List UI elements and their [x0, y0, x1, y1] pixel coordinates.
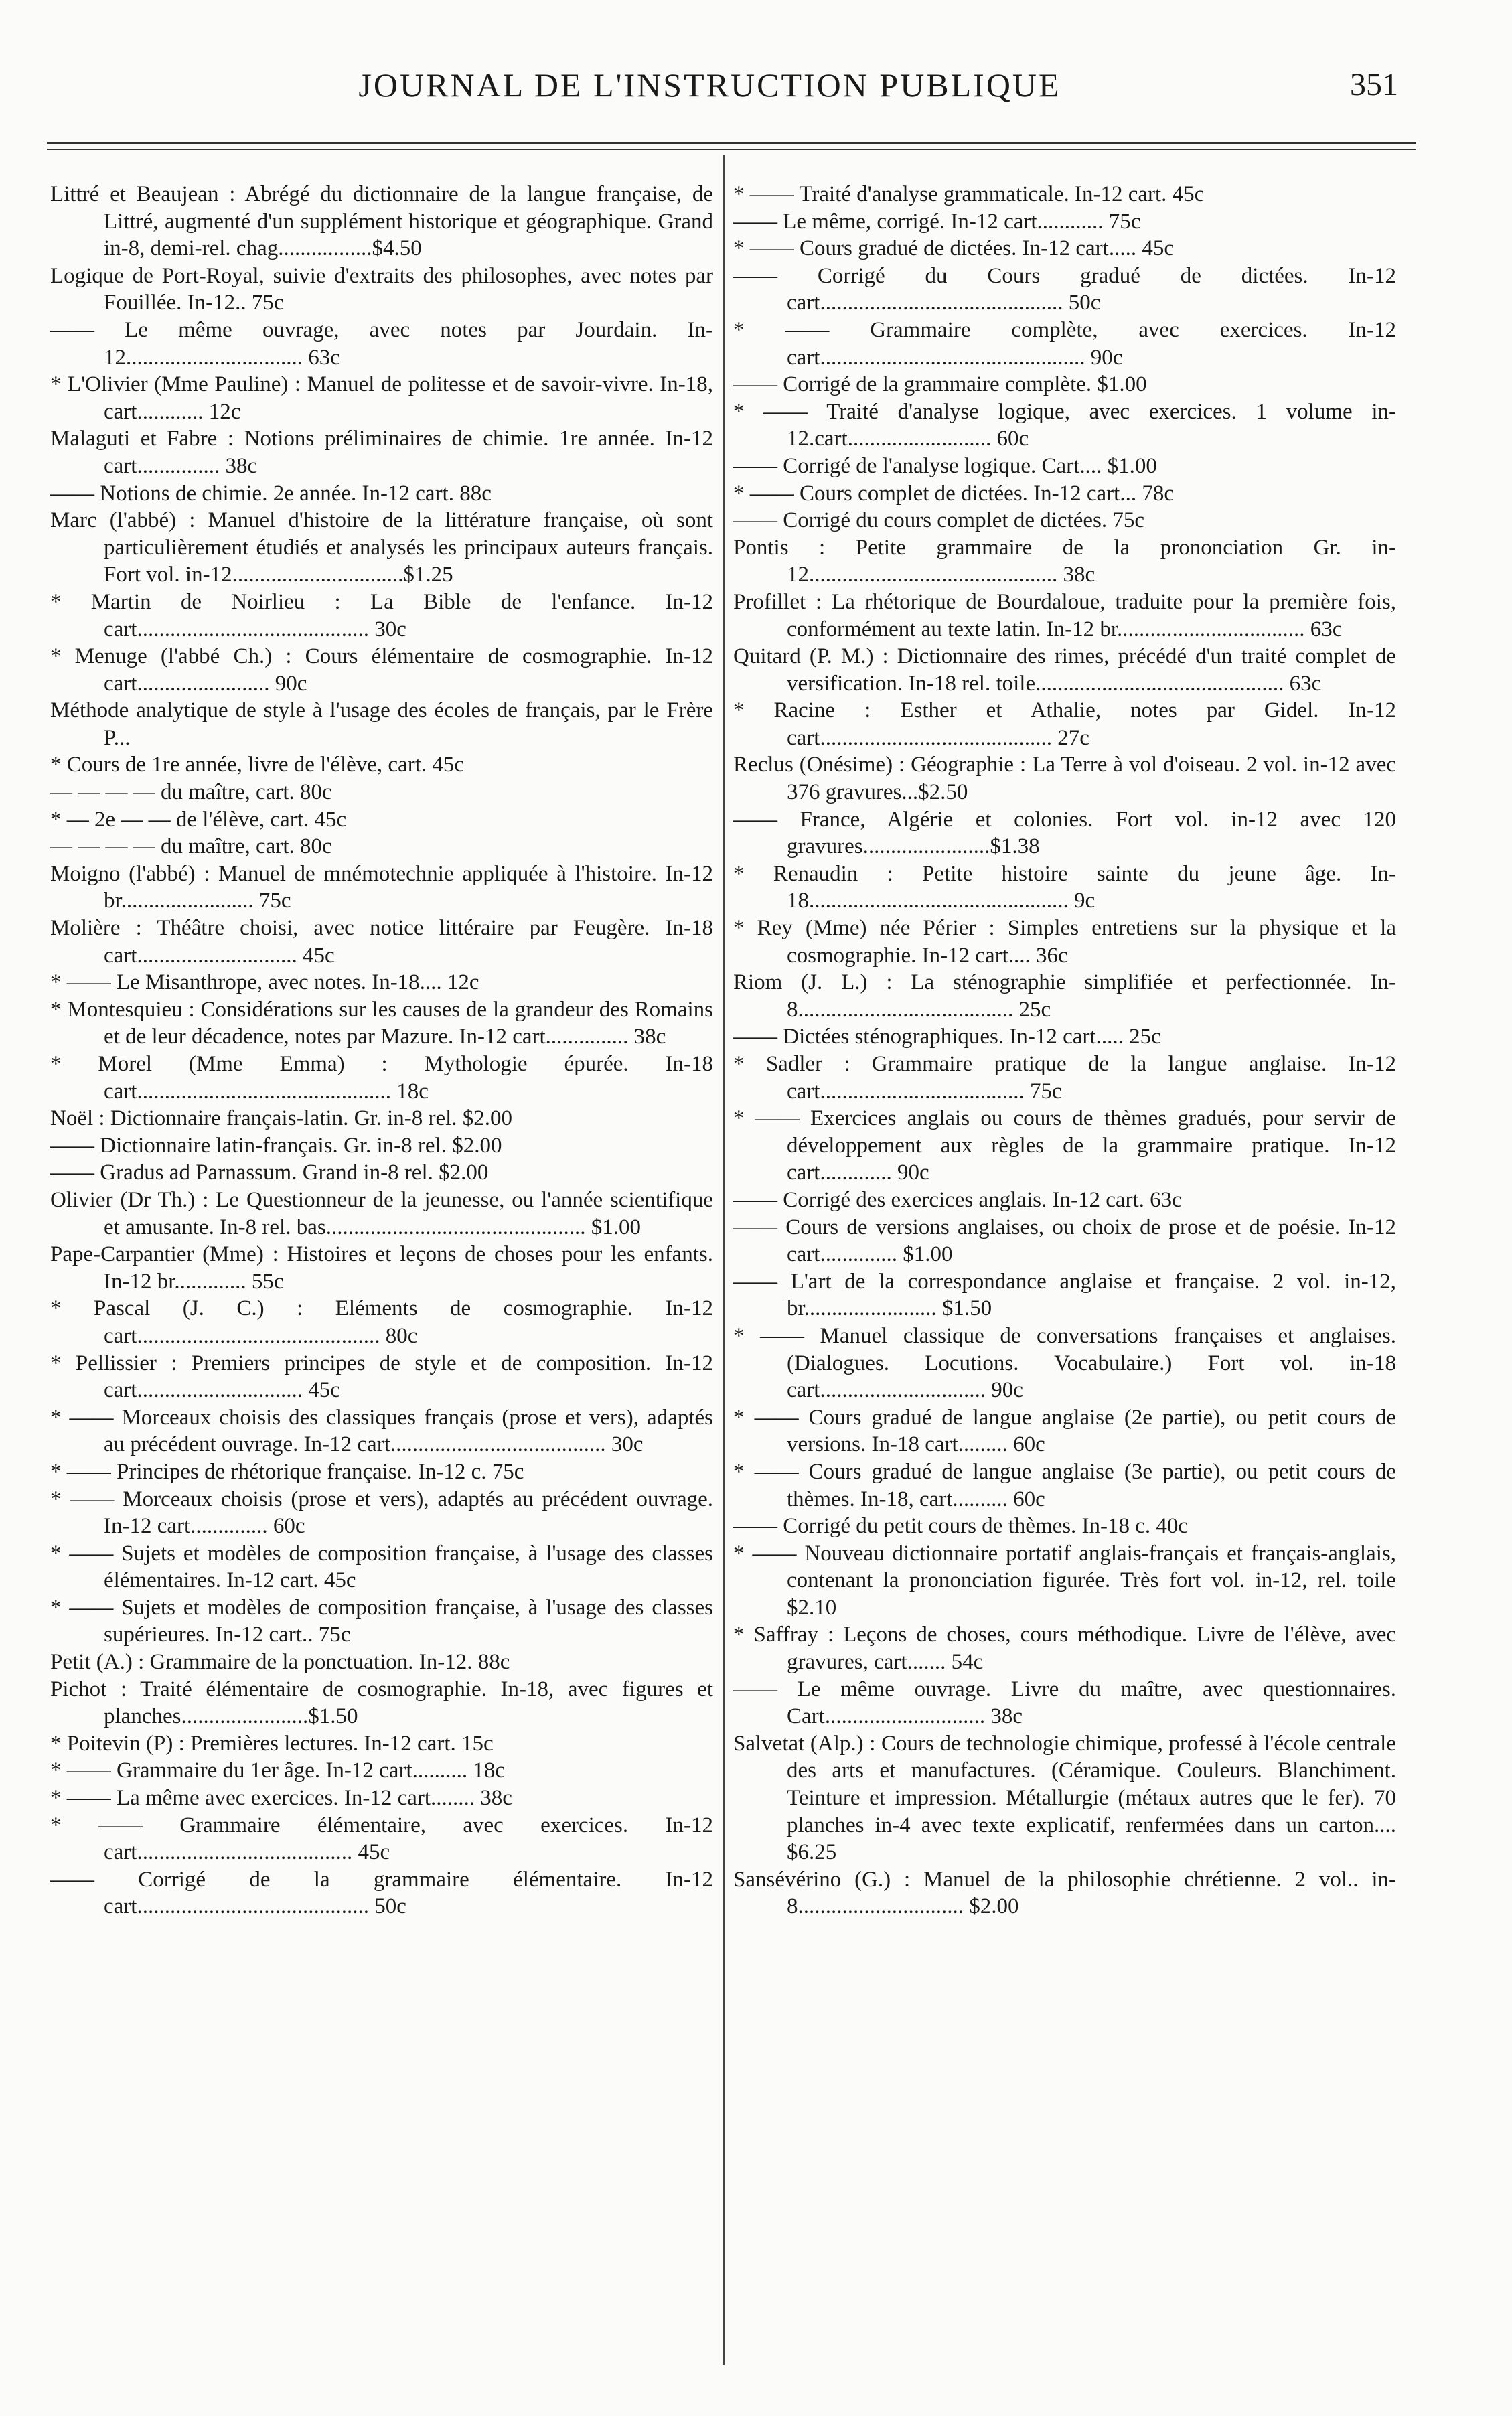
catalog-entry: Moigno (l'abbé) : Manuel de mnémotechnie appliquée à l'histoire. In-12 br........................ 75c: [50, 861, 713, 913]
catalog-entry: —— Le même ouvrage, avec notes par Jourdain. In-12................................ 63c: [50, 317, 713, 370]
catalog-entry: * Pascal (J. C.) : Eléments de cosmographie. In-12 cart............................................ 80c: [50, 1296, 713, 1348]
catalog-entry: —— France, Algérie et colonies. Fort vol. in-12 avec 120 gravures.......................$1.38: [733, 807, 1396, 859]
catalog-entry: * —— Grammaire complète, avec exercices. In-12 cart................................................ 90c: [733, 317, 1396, 370]
catalog-entry: Méthode analytique de style à l'usage des écoles de français, par le Frère P...: [50, 698, 713, 750]
catalog-entry: * —— Exercices anglais ou cours de thèmes gradués, pour servir de développement aux règles de la grammaire pratique. In-12 cart............. 90c: [733, 1106, 1396, 1185]
catalog-entry: Pape-Carpantier (Mme) : Histoires et leçons de choses pour les enfants. In-12 br............. 55c: [50, 1242, 713, 1294]
catalog-entry: * —— Traité d'analyse logique, avec exercices. 1 volume in-12.cart.......................... 60c: [733, 399, 1396, 451]
catalog-entry: * —— La même avec exercices. In-12 cart........ 38c: [50, 1786, 512, 1811]
catalog-entry: * Sadler : Grammaire pratique de la langue anglaise. In-12 cart..................................... 75c: [733, 1052, 1396, 1104]
catalog-entry: —— Corrigé du cours complet de dictées. 75c: [733, 508, 1144, 533]
catalog-entry: * —— Nouveau dictionnaire portatif anglais-français et français-anglais, contenant la prononciation figurée. Très fort vol. in-12, rel. toile $2.10: [733, 1541, 1396, 1620]
catalog-entry: * —— Cours gradué de langue anglaise (2e partie), ou petit cours de versions. In-18 cart......... 60c: [733, 1405, 1396, 1457]
catalog-entry: * Racine : Esther et Athalie, notes par Gidel. In-12 cart.......................................... 27c: [733, 698, 1396, 750]
catalog-entry: * —— Le Misanthrope, avec notes. In-18.... 12c: [50, 970, 479, 995]
catalog-entry: —— Dictées sténographiques. In-12 cart..... 25c: [733, 1025, 1161, 1049]
catalog-entry: * Montesquieu : Considérations sur les causes de la grandeur des Romains et de leur décadence, notes par Mazure. In-12 cart............... 38c: [50, 997, 713, 1049]
catalog-entry: — — — — du maître, cart. 80c: [50, 780, 332, 805]
header-rule-top: [47, 142, 1416, 144]
catalog-entry: * L'Olivier (Mme Pauline) : Manuel de politesse et de savoir-vivre. In-18, cart............ 12c: [50, 372, 713, 424]
catalog-entry: * Menuge (l'abbé Ch.) : Cours élémentaire de cosmographie. In-12 cart........................ 90c: [50, 644, 713, 696]
catalog-entry: Marc (l'abbé) : Manuel d'histoire de la littérature française, où sont particulièrement étudiés et analysés les principaux auteurs français. Fort vol. in-12...............................$1.25: [50, 508, 713, 587]
catalog-entry: —— Dictionnaire latin-français. Gr. in-8 rel. $2.00: [50, 1133, 502, 1158]
catalog-entry: * Poitevin (P) : Premières lectures. In-12 cart. 15c: [50, 1731, 494, 1756]
header-rule-bottom: [47, 149, 1416, 150]
catalog-entry: Pontis : Petite grammaire de la prononciation Gr. in-12............................................. 38c: [733, 535, 1396, 587]
catalog-entry: Malaguti et Fabre : Notions préliminaires de chimie. 1re année. In-12 cart............... 38c: [50, 427, 713, 478]
catalog-entry: —— Cours de versions anglaises, ou choix de prose et de poésie. In-12 cart.............. $1.00: [733, 1215, 1396, 1267]
catalog-entry: * Morel (Mme Emma) : Mythologie épurée. In-18 cart.............................................. 18c: [50, 1052, 713, 1104]
catalog-entry: —— Notions de chimie. 2e année. In-12 cart. 88c: [50, 481, 492, 506]
right-column: [733, 181, 1396, 1920]
catalog-entry: Petit (A.) : Grammaire de la ponctuation. In-12. 88c: [50, 1650, 510, 1675]
left-column: [50, 181, 713, 1920]
catalog-entry: Profillet : La rhétorique de Bourdaloue, traduite pour la première fois, conformément au texte latin. In-12 br.................................. 63c: [733, 589, 1396, 641]
catalog-entry: * —— Morceaux choisis (prose et vers), adaptés au précédent ouvrage. In-12 cart.............. 60c: [50, 1487, 713, 1539]
catalog-entry: Logique de Port-Royal, suivie d'extraits des philosophes, avec notes par Fouillée. In-12.. 75c: [50, 263, 713, 315]
journal-title: JOURNAL DE L'INSTRUCTION PUBLIQUE: [358, 66, 1061, 104]
catalog-entry: —— Le même ouvrage. Livre du maître, avec questionnaires. Cart............................. 38c: [733, 1677, 1396, 1729]
catalog-entry: * — 2e — — de l'élève, cart. 45c: [50, 807, 347, 832]
catalog-entry: Littré et Beaujean : Abrégé du dictionnaire de la langue française, de Littré, augmenté d'un supplément historique et géographique. Grand in-8, demi-rel. chag.................$4.50: [50, 182, 713, 261]
page-number: 351: [1350, 67, 1398, 102]
catalog-entry: * Rey (Mme) née Périer : Simples entretiens sur la physique et la cosmographie. In-12 cart.... 36c: [733, 916, 1396, 968]
catalog-entry: —— Gradus ad Parnassum. Grand in-8 rel. $2.00: [50, 1160, 489, 1185]
catalog-entry: * —— Principes de rhétorique française. In-12 c. 75c: [50, 1459, 524, 1484]
catalog-entry: * Pellissier : Premiers principes de style et de composition. In-12 cart.............................. 45c: [50, 1351, 713, 1403]
catalog-entry: Sansévérino (G.) : Manuel de la philosophie chrétienne. 2 vol.. in-8.............................. $2.00: [733, 1867, 1396, 1919]
catalog-entry: * —— Cours gradué de dictées. In-12 cart..... 45c: [733, 236, 1174, 261]
catalog-entry: —— Corrigé de l'analyse logique. Cart.... $1.00: [733, 453, 1157, 478]
column-divider: [723, 155, 725, 2365]
catalog-entry: * —— Cours gradué de langue anglaise (3e partie), ou petit cours de thèmes. In-18, cart.......... 60c: [733, 1459, 1396, 1511]
catalog-entry: Reclus (Onésime) : Géographie : La Terre à vol d'oiseau. 2 vol. in-12 avec 376 gravures...$2.50: [733, 753, 1396, 805]
catalog-entry: Riom (J. L.) : La sténographie simplifiée et perfectionnée. In-8....................................... 25c: [733, 970, 1396, 1022]
catalog-entry: —— Corrigé de la grammaire complète. $1.00: [733, 372, 1147, 397]
catalog-entry: Olivier (Dr Th.) : Le Questionneur de la jeunesse, ou l'année scientifique et amusante. In-8 rel. bas............................................... $1.00: [50, 1187, 713, 1239]
catalog-entry: Noël : Dictionnaire français-latin. Gr. in-8 rel. $2.00: [50, 1106, 513, 1131]
catalog-entry: Pichot : Traité élémentaire de cosmographie. In-18, avec figures et planches.......................$1.50: [50, 1677, 713, 1729]
catalog-entry: —— L'art de la correspondance anglaise et française. 2 vol. in-12, br........................ $1.50: [733, 1269, 1396, 1321]
catalog-entry: * —— Sujets et modèles de composition française, à l'usage des classes supérieures. In-12 cart.. 75c: [50, 1595, 713, 1647]
catalog-entry: * —— Sujets et modèles de composition française, à l'usage des classes élémentaires. In-12 cart. 45c: [50, 1541, 713, 1593]
catalog-entry: —— Corrigé du petit cours de thèmes. In-18 c. 40c: [733, 1514, 1189, 1539]
catalog-entry: * Renaudin : Petite histoire sainte du jeune âge. In-18............................................... 9c: [733, 861, 1396, 913]
catalog-entry: Molière : Théâtre choisi, avec notice littéraire par Feugère. In-18 cart............................. 45c: [50, 916, 713, 968]
catalog-entry: —— Corrigé du Cours gradué de dictées. In-12 cart............................................ 50c: [733, 263, 1396, 315]
catalog-entry: —— Corrigé des exercices anglais. In-12 cart. 63c: [733, 1187, 1182, 1212]
catalog-entry: —— Corrigé de la grammaire élémentaire. In-12 cart.......................................... 50c: [50, 1867, 713, 1919]
catalog-entry: * Martin de Noirlieu : La Bible de l'enfance. In-12 cart.......................................... 30c: [50, 589, 713, 641]
catalog-entry: * —— Traité d'analyse grammaticale. In-12 cart. 45c: [733, 182, 1205, 206]
catalog-entry: Quitard (P. M.) : Dictionnaire des rimes, précédé d'un traité complet de versification. In-18 rel. toile............................................. 63c: [733, 644, 1396, 696]
catalog-entry: * —— Morceaux choisis des classiques français (prose et vers), adaptés au précédent ouvrage. In-12 cart....................................... 30c: [50, 1405, 713, 1457]
catalog-entry: * Cours de 1re année, livre de l'élève, cart. 45c: [50, 753, 465, 777]
page-header: [0, 62, 1512, 108]
catalog-entry: * —— Grammaire du 1er âge. In-12 cart.......... 18c: [50, 1758, 506, 1783]
catalog-entry: Salvetat (Alp.) : Cours de technologie chimique, professé à l'école centrale des arts et manufactures. (Céramique. Couleurs. Blanchiment. Teinture et impression. Métallurgie (métaux autres que le fer). 70 planches in-4 avec texte explicatif, renfermées dans un carton.... $6.25: [733, 1731, 1396, 1865]
catalog-entry: * Saffray : Leçons de choses, cours méthodique. Livre de l'élève, avec gravures, cart....... 54c: [733, 1622, 1396, 1675]
catalog-entry: * —— Grammaire élémentaire, avec exercices. In-12 cart....................................... 45c: [50, 1813, 713, 1865]
catalog-entry: —— Le même, corrigé. In-12 cart............ 75c: [733, 209, 1141, 234]
catalog-entry: * —— Manuel classique de conversations françaises et anglaises. (Dialogues. Locutions. Vocabulaire.) Fort vol. in-18 cart.............................. 90c: [733, 1323, 1396, 1403]
catalog-entry: — — — — du maître, cart. 80c: [50, 834, 332, 859]
catalog-entry: * —— Cours complet de dictées. In-12 cart... 78c: [733, 481, 1174, 506]
